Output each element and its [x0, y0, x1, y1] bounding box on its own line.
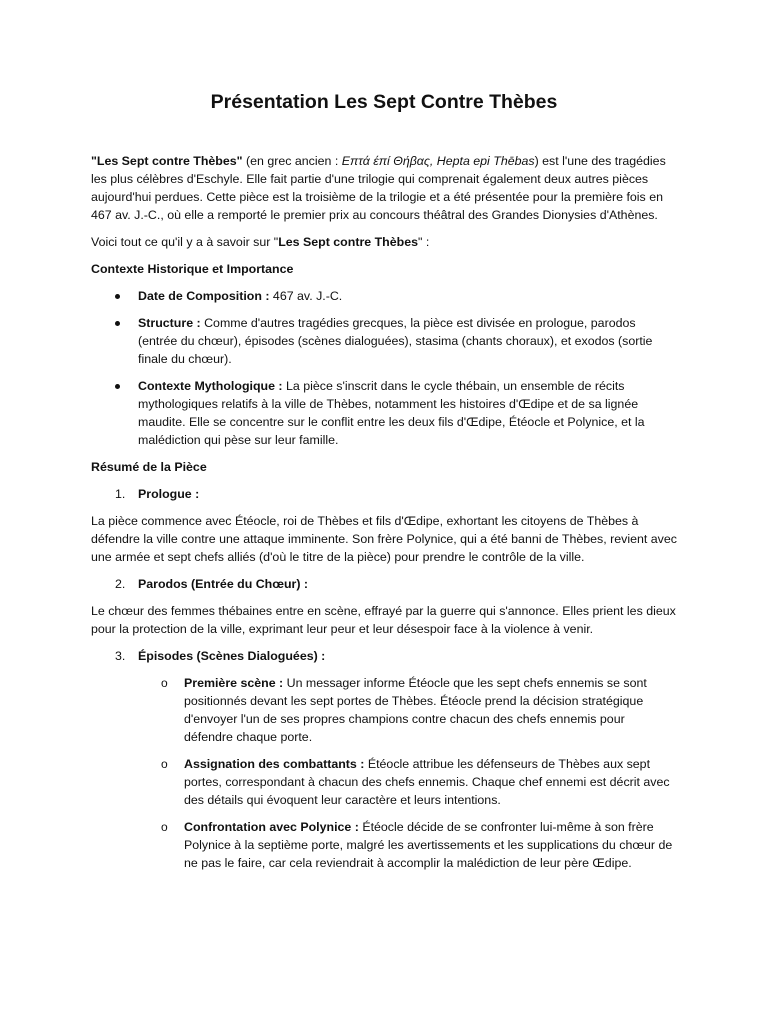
- section-heading-summary-text: Résumé de la Pièce: [91, 460, 207, 474]
- circle-bullet-icon: o: [161, 757, 168, 771]
- list-item-text: Comme d'autres tragédies grecques, la pièce est divisée en prologue, parodos (entrée du chœur), épisodes (scènes dialoguées), stasima (chants choraux), et exodos (sortie finale du chœur).: [138, 316, 653, 366]
- numbered-item-parodos: [91, 575, 677, 593]
- intro-text-b: ) est l'une des tragédies les plus célèbres d'Eschyle. Elle fait partie d'une trilogie qui comprenait également deux autres pièces aujourd'hui perdues. Cette pièce est la troisième de la trilogie et a été présentée pour la première fois en 467 av. J.-C., où elle a remporté le premier prix au concours théâtral des Grandes Dionysies d'Athènes.: [91, 154, 666, 222]
- prologue-paragraph: La pièce commence avec Étéocle, roi de Thèbes et fils d'Œdipe, exhortant les citoyens de Thèbes à défendre la ville contre une attaque imminente. Son frère Polynice, qui a été banni de Thèbes, revient avec une armée et sept chefs alliés (d'où le titre de la pièce) pour prendre le contrôle de la ville.: [91, 514, 677, 564]
- item-label: Épisodes (Scènes Dialoguées) :: [138, 649, 326, 663]
- list-item-text: 467 av. J.-C.: [269, 289, 343, 303]
- item-number: 3.: [115, 649, 126, 663]
- sub-list-item: [91, 674, 677, 746]
- item-number: 1.: [115, 487, 126, 501]
- intro-greek-title: Επτά έπί Θήβας, Hepta epi Thēbas: [341, 154, 535, 168]
- list-item: [91, 287, 677, 305]
- list-item-label: Structure :: [138, 316, 201, 330]
- item-label: Parodos (Entrée du Chœur) :: [138, 577, 309, 591]
- intro-bold-title: "Les Sept contre Thèbes": [91, 154, 243, 168]
- bullet-icon: [115, 294, 120, 299]
- list-item-label: Contexte Mythologique :: [138, 379, 283, 393]
- lead-text-a: Voici tout ce qu'il y a à savoir sur ": [91, 235, 279, 249]
- intro-text-a: (en grec ancien :: [242, 154, 342, 168]
- numbered-item-episodes: [91, 647, 677, 665]
- sub-list-item: [91, 755, 677, 809]
- intro-paragraph: [91, 152, 677, 224]
- item-label: Prologue :: [138, 487, 200, 501]
- list-item: [91, 314, 677, 368]
- context-bullet-list: [91, 287, 677, 449]
- list-item-text: La pièce s'inscrit dans le cycle thébain, un ensemble de récits mythologiques relatifs à la ville de Thèbes, notamment les histoires d'Œdipe et de sa lignée maudite. Elle se concentre sur le conflit entre les deux fils d'Œdipe, Étéocle et Polynice, et la malédiction qui pèse sur leur famille.: [138, 379, 645, 447]
- page-title: Présentation Les Sept Contre Thèbes: [210, 91, 558, 113]
- parodos-paragraph: Le chœur des femmes thébaines entre en scène, effrayé par la guerre qui s'annonce. Elles prient les dieux pour la protection de la ville, exprimant leur peur et leur désespoir face à la violence à venir.: [91, 604, 676, 636]
- numbered-item-prologue: [91, 485, 677, 503]
- bullet-icon: [115, 321, 120, 326]
- list-item: [91, 377, 677, 449]
- lead-bold: Les Sept contre Thèbes: [278, 235, 418, 249]
- sub-item-label: Assignation des combattants :: [184, 757, 365, 771]
- section-heading-context-text: Contexte Historique et Importance: [91, 262, 294, 276]
- bullet-icon: [115, 384, 120, 389]
- lead-paragraph: [91, 233, 677, 251]
- sub-list-item: [91, 818, 677, 872]
- episodes-sub-list: [91, 674, 677, 872]
- sub-item-text: Un messager informe Étéocle que les sept chefs ennemis se sont positionnés devant les sept portes de Thèbes. Étéocle prend la décision stratégique d'envoyer l'un de ses propres champions contre chacun des chefs ennemis pour défendre chaque porte.: [184, 676, 647, 744]
- list-item-label: Date de Composition :: [138, 289, 270, 303]
- lead-text-b: " :: [417, 235, 430, 249]
- circle-bullet-icon: o: [161, 676, 168, 690]
- section-heading-context: [91, 260, 677, 278]
- sub-item-label: Première scène :: [184, 676, 284, 690]
- sub-item-text: Étéocle décide de se confronter lui-même à son frère Polynice à la septième porte, malgré les avertissements et les supplications du chœur de ne pas le faire, car cela reviendrait à accomplir la malédiction de leur père Œdipe.: [184, 820, 673, 870]
- section-heading-summary: [91, 458, 677, 476]
- sub-item-text: Étéocle attribue les défenseurs de Thèbes aux sept portes, correspondant à chacun des chefs ennemis. Chaque chef ennemi est décrit avec des détails qui évoquent leur caractère et leurs intentions.: [184, 757, 670, 807]
- sub-item-label: Confrontation avec Polynice :: [184, 820, 359, 834]
- circle-bullet-icon: o: [161, 820, 168, 834]
- item-number: 2.: [115, 577, 126, 591]
